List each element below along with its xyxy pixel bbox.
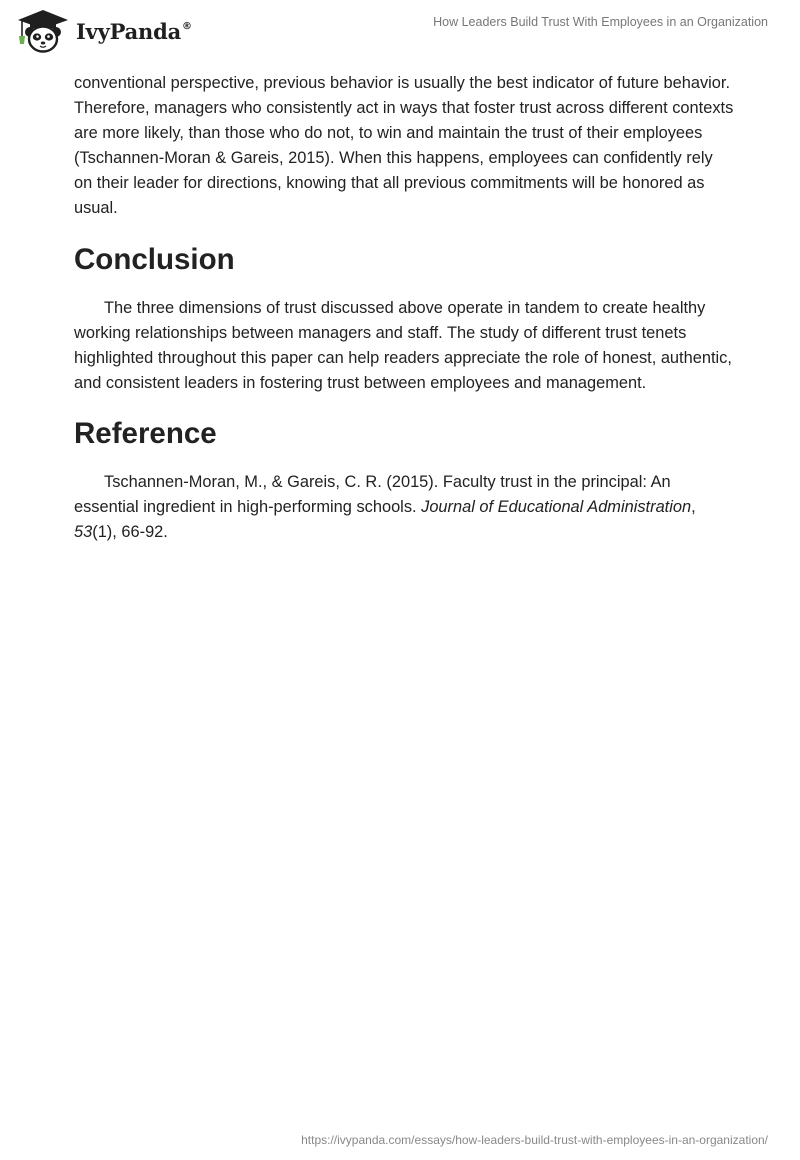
registered-mark: ® (182, 20, 192, 32)
reference-heading: Reference (74, 417, 217, 450)
reference-journal: Journal of Educational Administration (421, 498, 692, 516)
panda-graduate-icon (14, 8, 72, 54)
page-header (0, 0, 800, 62)
reference-separator: , (691, 498, 696, 516)
running-title: How Leaders Build Trust With Employees in an Organization (433, 15, 768, 29)
conclusion-heading: Conclusion (74, 243, 235, 276)
reference-authors-title: Tschannen-Moran, M., & Gareis, C. R. (2015). Faculty trust in the principal: An essential ingredient in high-performing schools. (74, 473, 671, 516)
reference-issue-pages: (1), 66-92. (92, 523, 168, 541)
reference-volume: 53 (74, 523, 93, 541)
ivypanda-logo[interactable] (14, 8, 192, 54)
intro-paragraph: conventional perspective, previous behavior is usually the best indicator of future behavior. Therefore, managers who consistently act in ways that foster trust across different contexts are more likely, than those who do not, to win and maintain the trust of their employees (Tschannen-Moran & Gareis, 2015). When this happens, employees can confidently rely on their leader for directions, knowing that all previous commitments will be honored as usual. (74, 74, 734, 217)
reference-entry (74, 470, 734, 545)
footer-url-link[interactable]: https://ivypanda.com/essays/how-leaders-build-trust-with-employees-in-an-organization/ (301, 1133, 768, 1147)
conclusion-paragraph: The three dimensions of trust discussed above operate in tandem to create healthy working relationships between managers and staff. The study of different trust tenets highlighted throughout this paper can help readers appreciate the role of honest, authentic, and consistent leaders in fostering trust between employees and management. (74, 299, 732, 392)
essay-body (74, 71, 734, 545)
logo-wordmark: IvyPanda® (76, 18, 192, 44)
